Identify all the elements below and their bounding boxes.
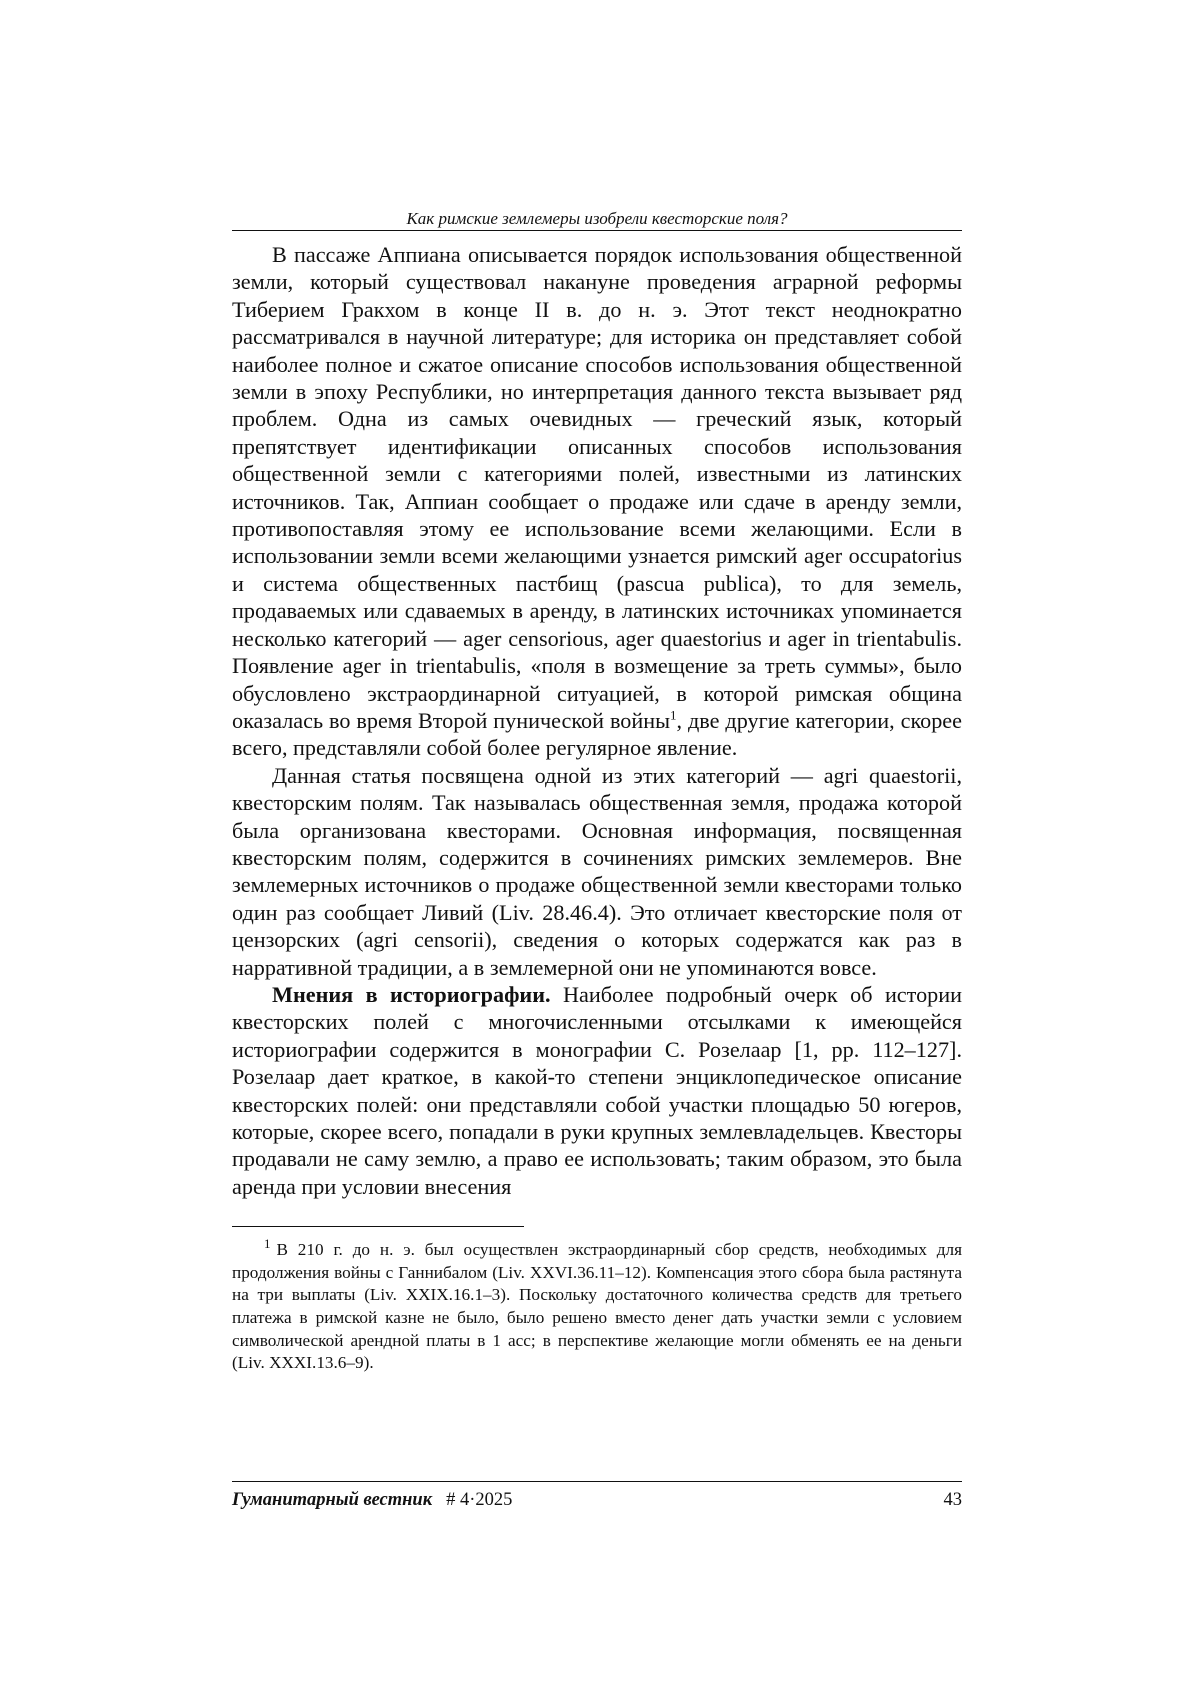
- footer-rule: [232, 1481, 962, 1482]
- page-number: 43: [943, 1490, 962, 1510]
- footnotes: [232, 1236, 962, 1375]
- running-head-rule: [232, 230, 962, 231]
- footnote-1: [232, 1236, 962, 1375]
- footnote-rule: [232, 1226, 524, 1227]
- paragraph-3-text: Наиболее подробный очерк об истории квесторских полей с многочисленными отсылками к имеющейся историографии содержится в монографии С. Розелаар [1, pp. 112–127]. Розелаар дает краткое, в какой-то степени энциклопедическое описание квесторских полей: они представляли собой участки площадью 50 югеров, которые, скорее всего, попадали в руки крупных землевладельцев. Квесторы продавали не саму землю, а право ее использовать; таким образом, это была аренда при условии внесения: [232, 981, 962, 1199]
- article-body: [232, 241, 962, 1200]
- footnote-1-number: 1: [264, 1236, 271, 1252]
- paragraph-1-text: В пассаже Аппиана описывается порядок использования общественной земли, который существовал накануне проведения аграрной реформы Тиберием Гракхом в конце II в. до н. э. Этот текст неоднократно рассматривался в научной литературе; для историка он представляет собой наиболее полное и сжатое описание способов использования общественной земли в эпоху Республики, но интерпретация данного текста вызывает ряд проблем. Одна из самых очевидных — греческий язык, который препятствует идентификации описанных способов использования общественной земли с категориями полей, известными из латинских источников. Так, Аппиан сообщает о продаже или сдаче в аренду земли, противопоставляя этому ее использование всеми желающими. Если в использовании земли всеми желающими узнается римский ager occupatorius и система общественных пастбищ (pascua publica), то для земель, продаваемых или сдаваемых в аренду, в латинских источниках упоминается несколько категорий — ager censorious, ager quaestorius и ager in trientabulis. Появление ager in trientabulis, «поля в возмещение за треть суммы», было обусловлено экстраординарной ситуацией, в которой римская община оказалась во время Второй пунической войны: [232, 242, 962, 733]
- paragraph-1-tail: , две другие категории, скорее всего, представляли собой более регулярное явление.: [232, 707, 962, 761]
- section-heading: Мнения в историографии.: [272, 981, 551, 1007]
- paragraph-2-text: Данная статья посвящена одной из этих категорий — agri quaestorii, квесторским полям. Так называлась общественная земля, продажа которой была организована квесторами. Основная информация, посвященная квесторским полям, содержится в сочинениях римских землемеров. Вне землемерных источников о продаже общественной земли квесторами только один раз сообщает Ливий (Liv. 28.46.4). Это отличает квесторские поля от цензорских (agri censorii), сведения о которых содержатся как раз в нарративной традиции, а в землемерной они не упоминаются вовсе.: [232, 762, 962, 980]
- page-content: [232, 208, 962, 1375]
- running-head: Как римские землемеры изобрели квесторские поля?: [406, 209, 788, 228]
- issue-number: # 4·2025: [446, 1490, 513, 1510]
- footnote-1-text: В 210 г. до н. э. был осуществлен экстраординарный сбор средств, необходимых для продолжения войны с Ганнибалом (Liv. XXVI.36.11–12). Компенсация этого сбора была растянута на три выплаты (Liv. XXIX.16.1–3). Поскольку достаточного количества средств для третьего платежа в римской казне не было, было решено вместо денег дать участки земли с условием символической арендной платы в 1 асс; в перспективе желающие могли обменять ее на деньги (Liv. XXXI.13.6–9).: [232, 1240, 962, 1373]
- journal-name: Гуманитарный вестник: [232, 1490, 433, 1510]
- footer-line: [232, 1488, 962, 1512]
- paragraph-2: [232, 762, 962, 981]
- footnote-ref-1: 1: [670, 707, 677, 723]
- paragraph-1: [232, 241, 962, 762]
- page-footer: [232, 1481, 962, 1512]
- paragraph-3: [232, 981, 962, 1200]
- footer-journal-block: [232, 1488, 512, 1512]
